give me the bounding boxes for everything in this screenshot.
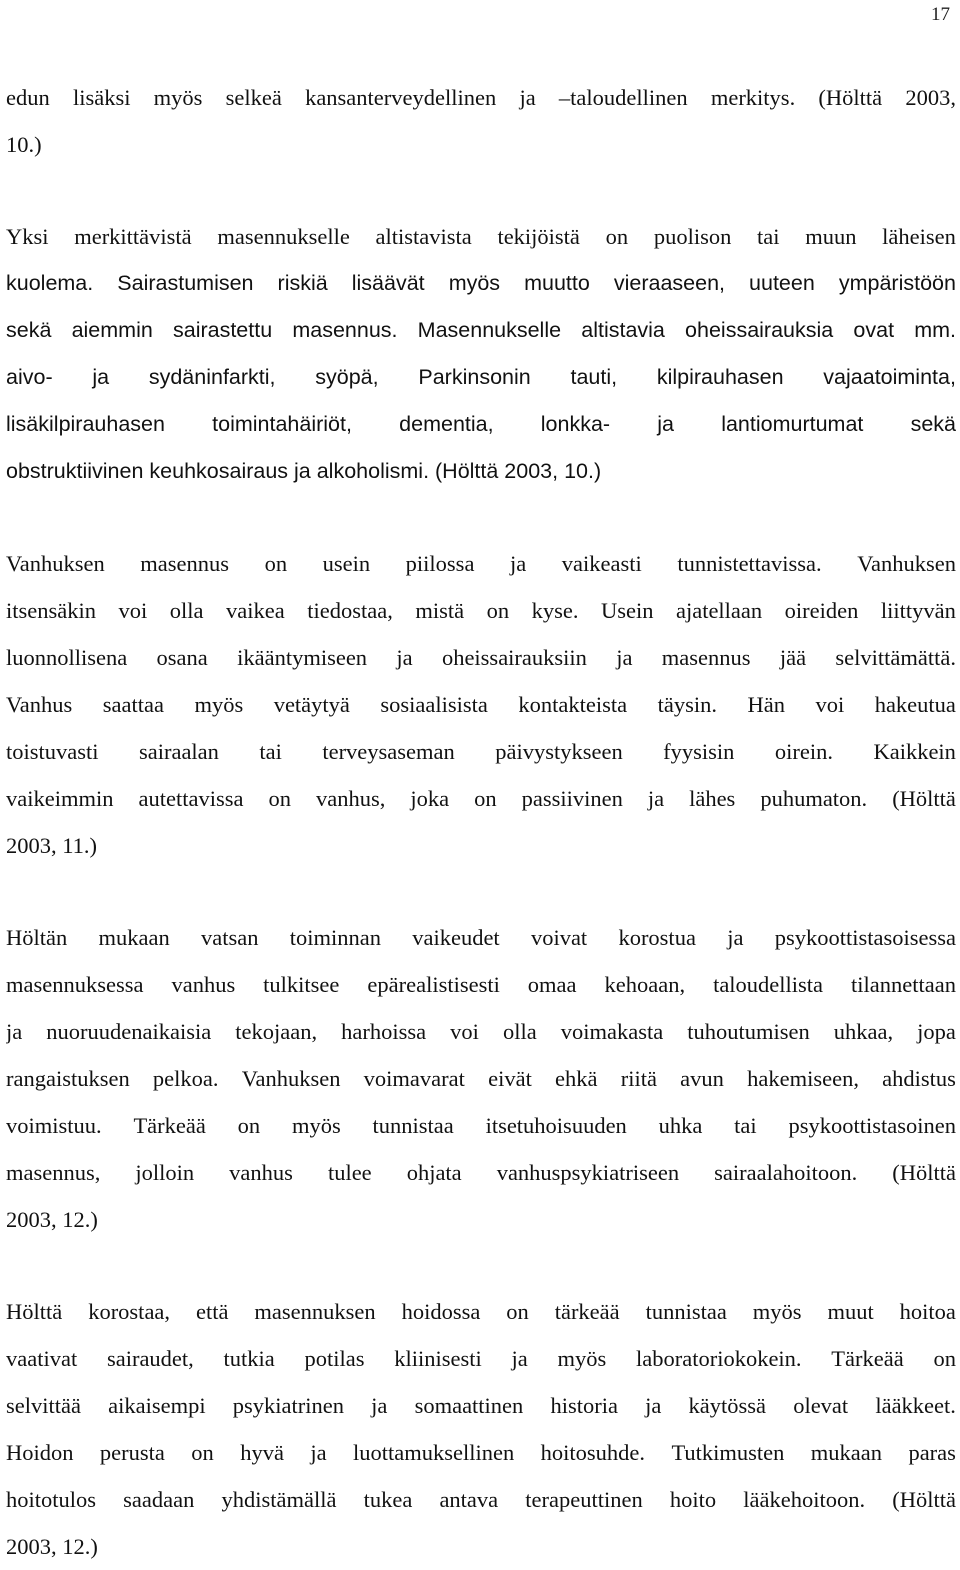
text-line: vaativat sairaudet, tutkia potilas kliinisesti ja myös laboratoriokokein. Tärkeää on	[6, 1345, 956, 1371]
document-body	[6, 74, 956, 1570]
text-line: obstruktiivinen keuhkosairaus ja alkoholismi. (Hölttä 2003, 10.)	[6, 459, 602, 483]
text-line: sekä aiemmin sairastettu masennus. Masennukselle altistavia oheissairauksia ovat mm.	[6, 318, 956, 342]
text-line: toistuvasti sairaalan tai terveysaseman päivystykseen fyysisin oirein. Kaikkein	[6, 738, 956, 764]
text-line: luonnollisena osana ikääntymiseen ja oheissairauksiin ja masennus jää selvittämättä.	[6, 644, 956, 670]
text-line: Hölttä korostaa, että masennuksen hoidossa on tärkeää tunnistaa myös muut hoitoa	[6, 1298, 956, 1324]
text-line: aivo- ja sydäninfarkti, syöpä, Parkinsonin tauti, kilpirauhasen vajaatoiminta,	[6, 365, 956, 389]
text-line: 2003, 11.)	[6, 832, 98, 858]
text-line: vaikeimmin autettavissa on vanhus, joka on passiivinen ja lähes puhumaton. (Hölttä	[6, 785, 956, 811]
text-line: hoitotulos saadaan yhdistämällä tukea antava terapeuttinen hoito lääkehoitoon. (Hölttä	[6, 1486, 956, 1512]
text-line: itsensäkin voi olla vaikea tiedostaa, mistä on kyse. Usein ajatellaan oireiden liittyvän	[6, 597, 956, 623]
paragraph	[6, 540, 956, 869]
paragraph-gap	[6, 869, 956, 914]
text-line: selvittää aikaisempi psykiatrinen ja somaattinen historia ja käytössä olevat lääkkeet.	[6, 1392, 956, 1418]
paragraph-gap	[6, 1243, 956, 1288]
text-line: ja nuoruudenaikaisia tekojaan, harhoissa voi olla voimakasta tuhoutumisen uhkaa, jopa	[6, 1018, 956, 1044]
text-line: Höltän mukaan vatsan toiminnan vaikeudet voivat korostua ja psykoottistasoisessa	[6, 924, 956, 950]
page-number: 17	[931, 4, 950, 25]
text-line: 2003, 12.)	[6, 1533, 98, 1559]
paragraph-gap	[6, 168, 956, 213]
paragraph-gap	[6, 495, 956, 540]
paragraph	[6, 914, 956, 1243]
text-line: 2003, 12.)	[6, 1206, 98, 1232]
paragraph	[6, 213, 956, 495]
text-line: lisäkilpirauhasen toimintahäiriöt, dementia, lonkka- ja lantiomurtumat sekä	[6, 412, 956, 436]
text-line: Vanhus saattaa myös vetäytyä sosiaalisista kontakteista täysin. Hän voi hakeutua	[6, 691, 956, 717]
text-line: kuolema. Sairastumisen riskiä lisäävät myös muutto vieraaseen, uuteen ympäristöön	[6, 271, 956, 295]
text-line: Yksi merkittävistä masennukselle altistavista tekijöistä on puolison tai muun läheisen	[6, 223, 956, 249]
text-line: Hoidon perusta on hyvä ja luottamuksellinen hoitosuhde. Tutkimusten mukaan paras	[6, 1439, 956, 1465]
text-line: rangaistuksen pelkoa. Vanhuksen voimavarat eivät ehkä riitä avun hakemiseen, ahdistus	[6, 1065, 956, 1091]
text-line: edun lisäksi myös selkeä kansanterveydellinen ja –taloudellinen merkitys. (Hölttä 2003,	[6, 84, 956, 110]
text-line: Vanhuksen masennus on usein piilossa ja vaikeasti tunnistettavissa. Vanhuksen	[6, 550, 956, 576]
text-line: masennus, jolloin vanhus tulee ohjata vanhuspsykiatriseen sairaalahoitoon. (Hölttä	[6, 1159, 956, 1185]
text-line: 10.)	[6, 131, 42, 157]
paragraph	[6, 74, 956, 168]
text-line: voimistuu. Tärkeää on myös tunnistaa itsetuhoisuuden uhka tai psykoottistasoinen	[6, 1112, 956, 1138]
text-line: masennuksessa vanhus tulkitsee epärealistisesti omaa kehoaan, taloudellista tilannettaan	[6, 971, 956, 997]
paragraph	[6, 1288, 956, 1570]
